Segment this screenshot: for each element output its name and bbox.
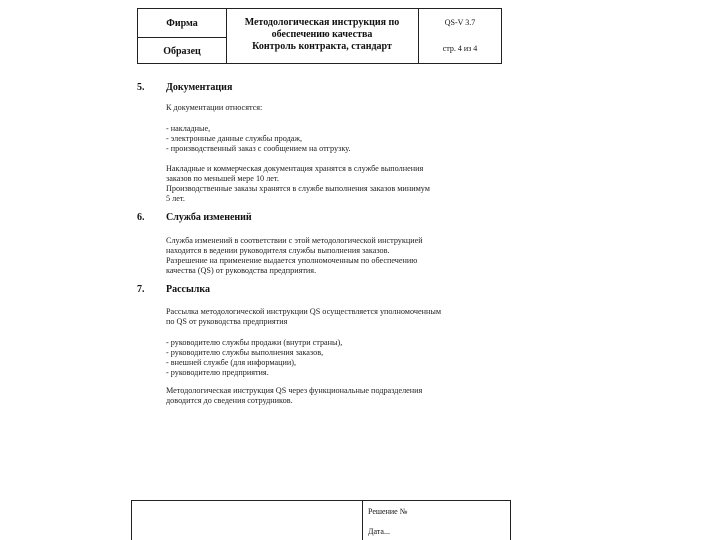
sample-label: Образец [163, 46, 201, 57]
decision-number-label: Решение № [368, 507, 408, 516]
section-6-number: 6. [137, 212, 145, 223]
section-7-line: доводится до сведения сотрудников. [166, 396, 293, 405]
date-label: Дата... [368, 527, 390, 536]
section-7-line: - руководителю предприятия. [166, 368, 269, 377]
section-7-line: - руководителю службы выполнения заказов, [166, 348, 324, 357]
section-5-title: Документация [166, 82, 233, 93]
section-5-line: - накладные, [166, 124, 211, 133]
section-7-line: по QS от руководства предприятия [166, 317, 288, 326]
section-7-title: Рассылка [166, 284, 211, 295]
document-title-line-2: обеспечению качества [271, 29, 373, 40]
section-5-line: 5 лет. [166, 194, 185, 203]
section-7-line: Рассылка методологической инструкции QS осуществляется уполномоченным [166, 307, 442, 316]
section-7-line: - руководителю службы продажи (внутри страны), [166, 338, 343, 347]
section-5-number: 5. [137, 82, 145, 93]
section-7-line: - внешней службе (для информации), [166, 358, 296, 367]
section-5-line: заказов по меньшей мере 10 лет. [166, 174, 279, 183]
page-number: стр. 4 из 4 [442, 44, 478, 53]
section-6-line: находится в ведении руководителя службы выполнения заказов. [166, 246, 390, 255]
document-title-line-3: Контроль контракта, стандарт [252, 41, 392, 52]
section-7-number: 7. [137, 284, 145, 295]
document-header [137, 8, 502, 64]
document-title-line-1: Методологическая инструкция по [244, 17, 400, 28]
section-5-line: - электронные данные службы продаж, [166, 134, 303, 143]
section-6-title: Служба изменений [166, 212, 252, 223]
section-5-line: Накладные и коммерческая документация хранятся в службе выполнения [166, 164, 424, 173]
document-footer [131, 500, 511, 540]
section-6-line: Разрешение на применение выдается уполномоченным по обеспечению [166, 256, 418, 265]
section-6-line: Служба изменений в соответствии с этой методологической инструкцией [166, 236, 423, 245]
section-5-line: - производственный заказ с сообщением на отгрузку. [166, 144, 351, 153]
section-5-line: К документации относятся: [166, 103, 263, 112]
section-5-line: Производственные заказы хранятся в службе выполнения заказов минимум [166, 184, 430, 193]
section-7-line: Методологическая инструкция QS через функциональные подразделения [166, 386, 423, 395]
section-6-line: качества (QS) от руководства предприятия. [166, 266, 317, 275]
company-label: Фирма [166, 18, 198, 29]
document-code: QS-V 3.7 [444, 18, 476, 27]
header-divider [138, 37, 226, 38]
footer-divider [362, 501, 363, 540]
